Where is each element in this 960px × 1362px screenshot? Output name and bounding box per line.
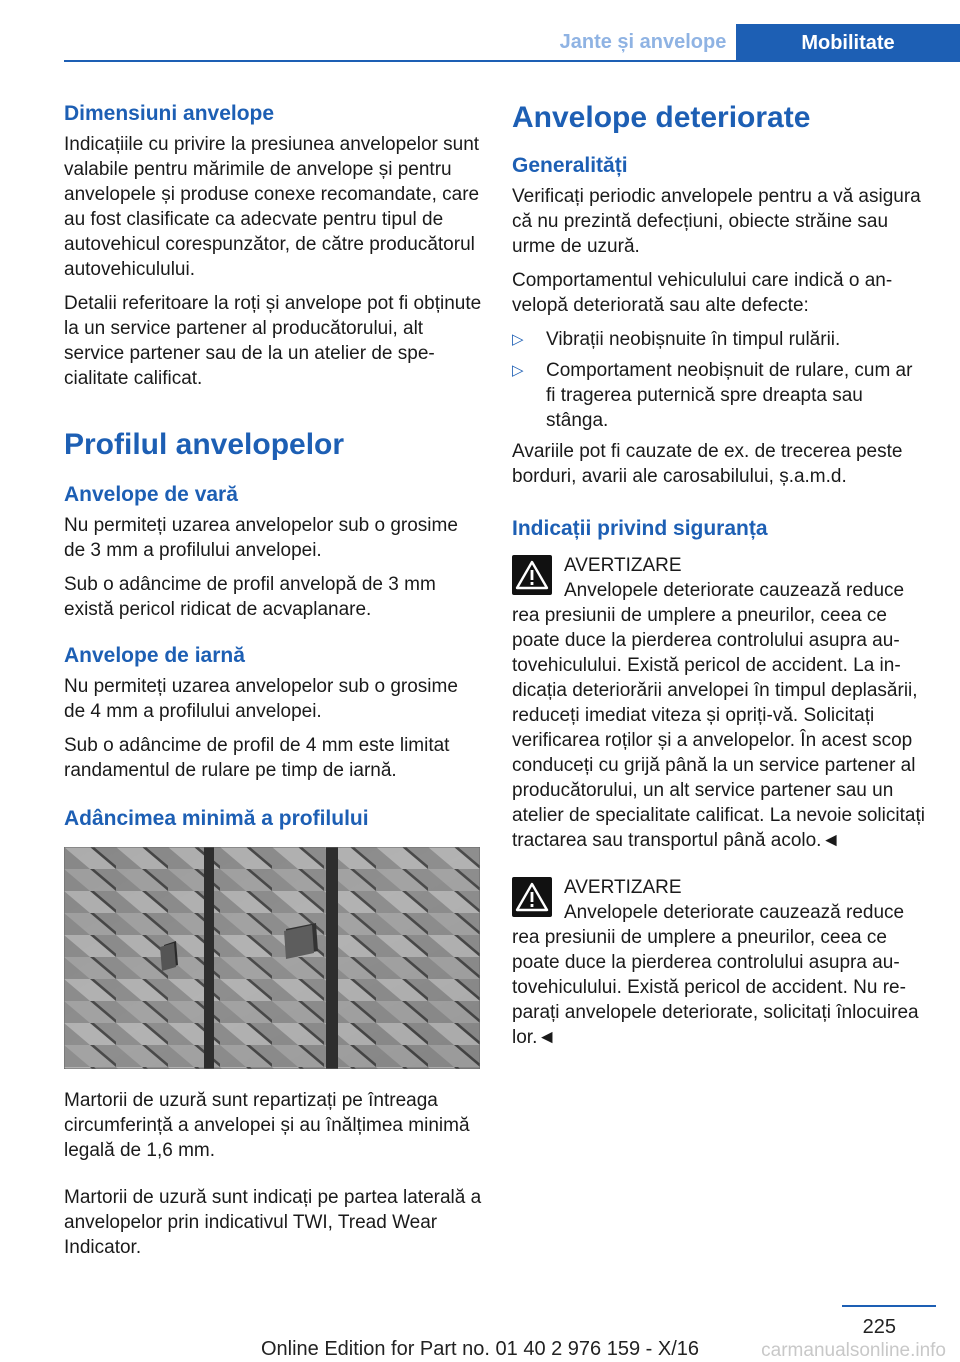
footer-edition: Online Edition for Part no. 01 40 2 976 159 - X/16 bbox=[260, 1338, 700, 1360]
page-number: 225 bbox=[862, 1316, 896, 1338]
list-item: ▷ Vibrații neobișnuite în timpul rulării. bbox=[512, 329, 841, 350]
general-paragraph-1: Verificați periodic anvelopele pentru a vă asigura că nu prezintă defecțiuni, obiecte străine sau urme de uzură. bbox=[512, 186, 921, 257]
warning-2-text: rea presiunii de umplere a pneurilor, ceea ce poate duce la pierderea controlului asupra autovehiculului. Există pericol de accident. Nu reparați anvelopele deteriorate, solicitați înlocuirea lor.◄ bbox=[512, 927, 919, 1048]
triangle-bullet-icon: ▷ bbox=[512, 331, 524, 348]
warning-2-title: AVERTIZARE bbox=[564, 877, 682, 898]
tire-tread-photo bbox=[64, 847, 480, 1069]
general-paragraph-2: Comportamentul vehiculului care indică o anvelopă deteriorată sau alte defecte: bbox=[512, 270, 893, 316]
warning-2-first-line: Anvelopele deteriorate cauzează reduce bbox=[564, 902, 905, 923]
warning-1-title: AVERTIZARE bbox=[564, 555, 682, 576]
header-chapter-tab: Mobilitate bbox=[736, 24, 960, 62]
dimensions-paragraph-2: Detalii referitoare la roți și anvelope pot fi obținute la un service partener al producătorului, alt service partener sau de la un atelier de specialitate calificat. bbox=[64, 293, 482, 389]
profile-title: Profilul anvelopelor bbox=[64, 428, 345, 461]
winter-heading: Anvelope de iarnă bbox=[64, 644, 245, 667]
warning-1-first-line: Anvelopele deteriorate cauzează reduce bbox=[564, 580, 905, 601]
right-column bbox=[512, 100, 926, 1050]
warning-block-1 bbox=[512, 553, 926, 853]
header-rule bbox=[64, 60, 960, 62]
footer-rule bbox=[842, 1305, 936, 1307]
warning-1-text: rea presiunii de umplere a pneurilor, ceea ce poate duce la pierderea controlului asupra autovehiculului. Există pericol de accident. La indicația deteriorării anvelopei în timpul deplasării, reduceți imediat viteza și opriți-vă. Solicitați verificarea roților și a anvelopelor. În acest scop conduceți cu grijă până la un service partener al producătorului, un alt service partener sau un atelier de specialitate calificat. La nevoie solicitați tractarea sau transportul până acolo.◄ bbox=[512, 605, 925, 851]
symptom-list bbox=[512, 327, 926, 433]
safety-heading: Indicații privind siguranța bbox=[512, 517, 768, 540]
header-section-tab: Jante și anvelope bbox=[559, 31, 727, 53]
watermark: carmanualsonline.info bbox=[761, 1340, 946, 1361]
warning-block-2 bbox=[512, 875, 926, 1050]
triangle-bullet-icon: ▷ bbox=[512, 362, 524, 379]
left-column bbox=[64, 100, 482, 1269]
summer-paragraph-1: Nu permiteți uzarea anvelopelor sub o grosime de 3 mm a profilului anvelopei. bbox=[64, 515, 458, 561]
min-depth-paragraph-2: Martorii de uzură sunt indicați pe partea laterală a anvelopelor prin indicativul TWI, Tread Wear Indicator. bbox=[64, 1187, 482, 1258]
dimensions-heading: Dimensiuni anvelope bbox=[64, 102, 275, 125]
general-heading: Generalități bbox=[512, 154, 628, 177]
winter-paragraph-2: Sub o adâncime de profil de 4 mm este limitat randamentul de rulare pe timp de iarnă. bbox=[64, 735, 450, 781]
list-item: ▷ Comportament neobișnuit de rulare, cum ar fi tragerea puternică spre dreapta sau stânga. bbox=[512, 360, 913, 431]
min-depth-paragraph-1: Martorii de uzură sunt repartizați pe întreaga circumferință a anvelopei și au înălțimea minimă legală de 1,6 mm. bbox=[64, 1090, 470, 1161]
damaged-title: Anvelope deteriorate bbox=[512, 101, 811, 134]
summer-paragraph-2: Sub o adâncime de profil anvelopă de 3 mm există pericol ridicat de acvaplanare. bbox=[64, 574, 436, 620]
summer-heading: Anvelope de vară bbox=[64, 483, 238, 506]
warning-triangle-icon bbox=[512, 877, 552, 917]
dimensions-paragraph-1: Indicațiile cu privire la presiunea anvelopelor sunt valabile pentru mărimile de anvelope și pentru anvelopele și produse conexe recomandate, care au fost clasificate ca adecvate pentru tipul de autovehicul corespunzător, de către producătorul autovehiculului. bbox=[64, 134, 480, 280]
general-paragraph-3: Avariile pot fi cauzate de ex. de trecerea peste borduri, avarii ale carosabilului, ș.a.m.d. bbox=[512, 441, 903, 487]
winter-paragraph-1: Nu permiteți uzarea anvelopelor sub o grosime de 4 mm a profilului anvelopei. bbox=[64, 676, 458, 722]
warning-triangle-icon bbox=[512, 555, 552, 595]
min-depth-heading: Adâncimea minimă a profilului bbox=[64, 807, 369, 830]
